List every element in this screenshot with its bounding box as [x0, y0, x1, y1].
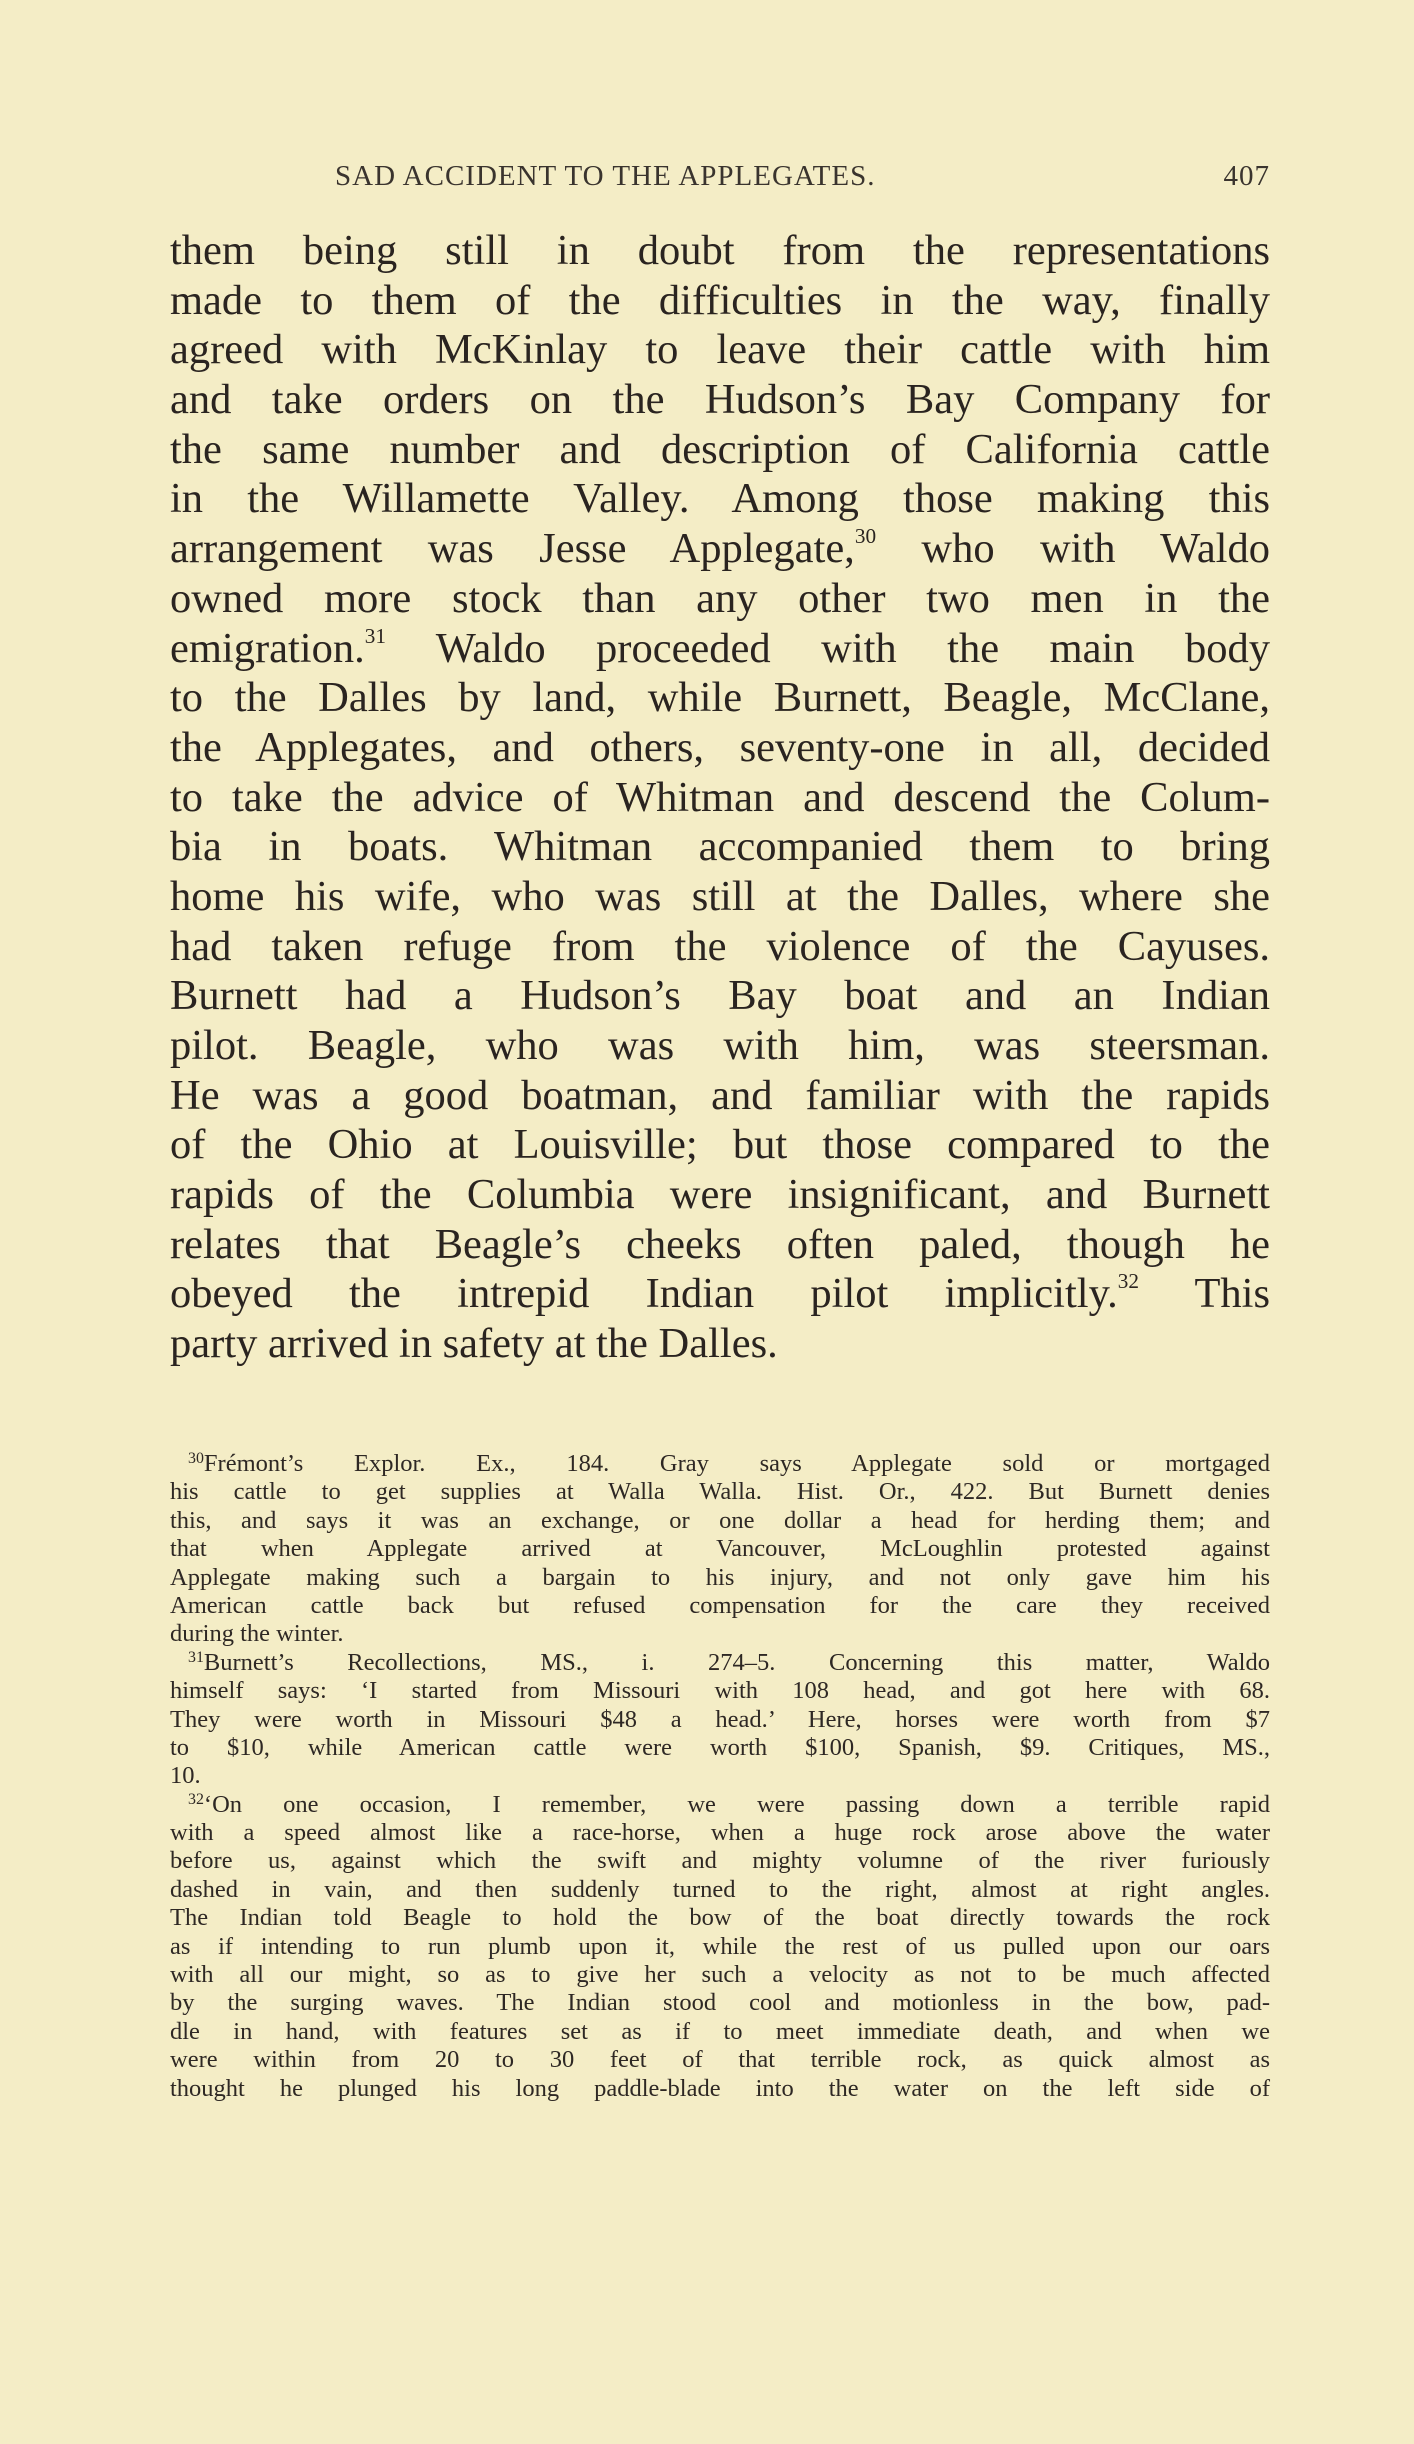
footnote-mark: 30	[188, 1450, 204, 1468]
body-line: the same number and description of California cattle	[170, 425, 1270, 473]
body-line: to the Dalles by land, while Burnett, Beagle, McClane,	[170, 674, 1270, 722]
body-line: agreed with McKinlay to leave their cattle with him	[170, 326, 1270, 374]
footnote-text: Frémont’s Explor. Ex., 184. Gray says Applegate sold or mortgaged	[203, 1450, 1270, 1477]
footnote-line: that when Applegate arrived at Vancouver, McLoughlin protested against	[170, 1535, 1270, 1563]
footnote-line: himself says: ‘I started from Missouri with 108 head, and got here with 68.	[170, 1677, 1270, 1705]
body-line: owned more stock than any other two men in the	[170, 574, 1270, 622]
body-text-segment: Waldo proceeded with the main body	[435, 624, 1270, 672]
footnote-line: thought he plunged his long paddle-blade into the water on the left side of	[170, 2074, 1270, 2102]
footnote-ref-30: 30	[854, 524, 877, 548]
footnote-line: They were worth in Missouri $48 a head.’ Here, horses were worth from $7	[170, 1705, 1270, 1733]
footnote-text: ‘On one occasion, I remember, we were passing down a terrible rapid	[203, 1790, 1270, 1818]
footnote-line: The Indian told Beagle to hold the bow of the boat directly towards the rock	[170, 1904, 1270, 1932]
footnote-line: dashed in vain, and then suddenly turned to the right, almost at right angles.	[170, 1875, 1270, 1903]
page-number: 407	[1223, 160, 1270, 192]
footnote-line: 10.	[170, 1762, 201, 1790]
body-line	[170, 524, 1270, 574]
footnotes	[170, 1450, 1270, 2103]
footnote-ref-31: 31	[364, 623, 386, 648]
footnote-line: his cattle to get supplies at Walla Walla. Hist. Or., 422. But Burnett denies	[170, 1478, 1270, 1506]
footnote-32	[170, 1791, 1270, 2103]
running-head	[170, 160, 1270, 200]
footnote-line: were within from 20 to 30 feet of that terrible rock, as quick almost as	[170, 2046, 1270, 2074]
body-line: of the Ohio at Louisville; but those compared to the	[170, 1121, 1270, 1169]
body-line: relates that Beagle’s cheeks often paled, though he	[170, 1220, 1270, 1268]
footnote-line: before us, against which the swift and mighty volumne of the river furiously	[170, 1847, 1270, 1875]
body-line: made to them of the difficulties in the way, finally	[170, 276, 1270, 324]
footnote-mark: 31	[188, 1648, 204, 1666]
body-line: and take orders on the Hudson’s Bay Company for	[170, 376, 1270, 424]
body-line: Burnett had a Hudson’s Bay boat and an Indian	[170, 972, 1270, 1020]
footnote-line: this, and says it was an exchange, or one dollar a head for herding them; and	[170, 1506, 1270, 1534]
footnote-line	[170, 1791, 1270, 1819]
body-text	[170, 226, 1270, 1369]
body-line: them being still in doubt from the representations	[170, 227, 1270, 274]
body-text-segment: arrangement was Jesse Applegate,	[170, 525, 855, 573]
footnote-30	[170, 1450, 1270, 1649]
footnote-line: Applegate making such a bargain to his injury, and not only gave him his	[170, 1563, 1270, 1591]
body-text-segment: This	[1194, 1270, 1270, 1318]
body-line: He was a good boatman, and familiar with the rapids	[170, 1071, 1270, 1119]
body-line: in the Willamette Valley. Among those making this	[170, 475, 1270, 523]
body-line: party arrived in safety at the Dalles.	[170, 1320, 778, 1368]
body-line: the Applegates, and others, seventy-one in all, decided	[170, 723, 1270, 771]
body-line: pilot. Beagle, who was with him, was steersman.	[170, 1022, 1270, 1069]
body-line	[170, 624, 1270, 674]
running-title: SAD ACCIDENT TO THE APPLEGATES.	[335, 160, 876, 192]
footnote-line: by the surging waves. The Indian stood cool and motionless in the bow, pad-	[170, 1989, 1270, 2017]
footnote-31	[170, 1649, 1270, 1791]
footnote-line: with a speed almost like a race-horse, when a huge rock arose above the water	[170, 1819, 1270, 1847]
body-line: home his wife, who was still at the Dalles, where she	[170, 872, 1270, 920]
footnote-text: Burnett’s Recollections, MS., i. 274–5. Concerning this matter, Waldo	[203, 1648, 1270, 1676]
footnote-line	[170, 1450, 1270, 1478]
footnote-line: to $10, while American cattle were worth $100, Spanish, $9. Critiques, MS.,	[170, 1733, 1270, 1761]
body-text-segment: emigration.	[170, 624, 365, 672]
body-line: rapids of the Columbia were insignificant, and Burnett	[170, 1171, 1270, 1219]
footnote-line: dle in hand, with features set as if to meet immediate death, and when we	[170, 2017, 1270, 2045]
footnote-line: during the winter.	[170, 1620, 344, 1648]
body-text-segment: who with Waldo	[921, 525, 1270, 573]
footnote-line: American cattle back but refused compensation for the care they received	[170, 1591, 1270, 1619]
body-line	[170, 1269, 1270, 1319]
body-text-segment: obeyed the intrepid Indian pilot implicitly.	[170, 1270, 1118, 1318]
footnote-ref-32: 32	[1117, 1269, 1139, 1294]
footnote-line	[170, 1649, 1270, 1677]
footnote-line: with all our might, so as to give her such a velocity as not to be much affected	[170, 1961, 1270, 1989]
body-line: had taken refuge from the violence of the Cayuses.	[170, 922, 1270, 970]
footnote-mark: 32	[188, 1790, 204, 1808]
body-line: to take the advice of Whitman and descend the Colum-	[170, 773, 1270, 821]
body-line: bia in boats. Whitman accompanied them to bring	[170, 823, 1270, 871]
footnote-line: as if intending to run plumb upon it, while the rest of us pulled upon our oars	[170, 1932, 1270, 1960]
